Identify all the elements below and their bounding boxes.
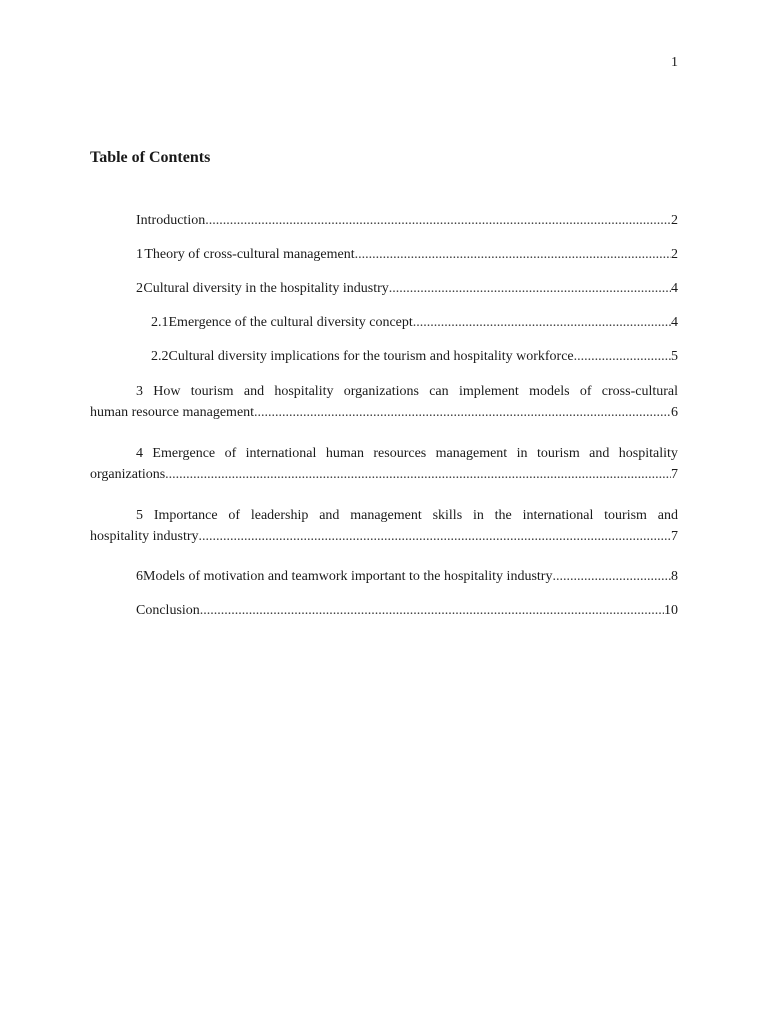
toc-entry-section-2-2[interactable]: [90, 347, 678, 367]
toc-word: tourism: [190, 384, 234, 399]
dot-leader: [254, 402, 671, 423]
toc-entry-text: Emergence of the cultural diversity concept: [168, 315, 413, 330]
dot-leader: [413, 313, 671, 333]
toc-entry-section-4[interactable]: [90, 443, 678, 485]
toc-word: the: [494, 508, 512, 523]
section-number: 2.1: [151, 315, 169, 330]
dot-leader: [355, 245, 671, 265]
dot-leader: [205, 211, 671, 231]
toc-word: Emergence: [152, 446, 216, 461]
dot-leader: [552, 567, 671, 587]
toc-page-number: 2: [671, 213, 678, 228]
toc-word: organizations: [343, 384, 419, 399]
dot-leader: [165, 464, 671, 485]
toc-word: management: [435, 446, 508, 461]
toc-entry-section-2[interactable]: [90, 279, 678, 299]
toc-word: leadership: [250, 508, 309, 523]
toc-word: of: [224, 446, 237, 461]
toc-word: of: [579, 384, 592, 399]
section-number: 4: [136, 446, 143, 461]
toc-word: skills: [432, 508, 463, 523]
toc-title: Table of Contents: [90, 149, 211, 166]
toc-entry-introduction[interactable]: [90, 211, 678, 231]
toc-entry-section-3[interactable]: [90, 381, 678, 423]
toc-entry-text-continued: hospitality industry: [90, 529, 199, 544]
toc-entry-text-continued: human resource management: [90, 405, 255, 420]
toc-word: tourism: [536, 446, 580, 461]
toc-word: in: [516, 446, 528, 461]
dot-leader: [389, 279, 671, 299]
toc-entry-text-continued: organizations: [90, 467, 166, 482]
toc-entry-text: Theory of cross-cultural management: [144, 247, 355, 262]
toc-entry-text: Cultural diversity in the hospitality industry: [143, 281, 389, 296]
toc-word: human: [325, 446, 364, 461]
dot-leader: [574, 347, 671, 367]
toc-word: and: [319, 508, 340, 523]
toc-word: international: [522, 508, 594, 523]
toc-page-number: 5: [671, 349, 678, 364]
toc-page-number: 4: [671, 281, 678, 296]
toc-word: management: [350, 508, 422, 523]
toc-entry-section-6[interactable]: [90, 567, 678, 587]
toc-word: resources: [373, 446, 427, 461]
toc-word: models: [529, 384, 570, 399]
toc-word: hospitality: [274, 384, 334, 399]
section-number: 1: [136, 247, 143, 262]
toc-page-number: 6: [671, 405, 678, 420]
toc-word: How: [153, 384, 181, 399]
toc-word: Importance: [153, 508, 218, 523]
toc-page-number: 10: [664, 603, 678, 618]
toc-page-number: 4: [671, 315, 678, 330]
toc-entry-section-5[interactable]: [90, 505, 678, 547]
section-number: 5: [136, 508, 143, 523]
toc-entry-text: Cultural diversity implications for the tourism and hospitality workforce: [168, 349, 574, 364]
dot-leader: [200, 601, 664, 621]
toc-entry-conclusion[interactable]: [90, 601, 678, 621]
table-of-contents: [90, 211, 678, 635]
toc-entry-section-2-1[interactable]: [90, 313, 678, 333]
section-number: 2: [136, 281, 143, 296]
toc-page-number: 2: [671, 247, 678, 262]
page-number: 1: [671, 55, 678, 70]
toc-word: tourism: [604, 508, 647, 523]
toc-word: of: [228, 508, 241, 523]
toc-word: cross-cultural: [601, 384, 678, 399]
toc-word: and: [243, 384, 265, 399]
toc-entry-text: Introduction: [136, 213, 206, 228]
toc-word: hospitality: [618, 446, 678, 461]
section-number: 6: [136, 569, 143, 584]
section-number: 3: [136, 384, 143, 399]
section-number: 2.2: [151, 349, 169, 364]
dot-leader: [199, 526, 672, 547]
toc-word: and: [589, 446, 610, 461]
toc-entry-section-1[interactable]: [90, 245, 678, 265]
toc-word: in: [472, 508, 484, 523]
toc-page-number: 7: [671, 467, 678, 482]
toc-word: international: [245, 446, 317, 461]
toc-page-number: 7: [671, 529, 678, 544]
toc-entry-text: Conclusion: [136, 603, 200, 618]
toc-word: implement: [458, 384, 519, 399]
toc-word: and: [657, 508, 678, 523]
toc-word: can: [429, 384, 449, 399]
toc-entry-text: Models of motivation and teamwork important to the hospitality industry: [143, 569, 553, 584]
toc-page-number: 8: [671, 569, 678, 584]
